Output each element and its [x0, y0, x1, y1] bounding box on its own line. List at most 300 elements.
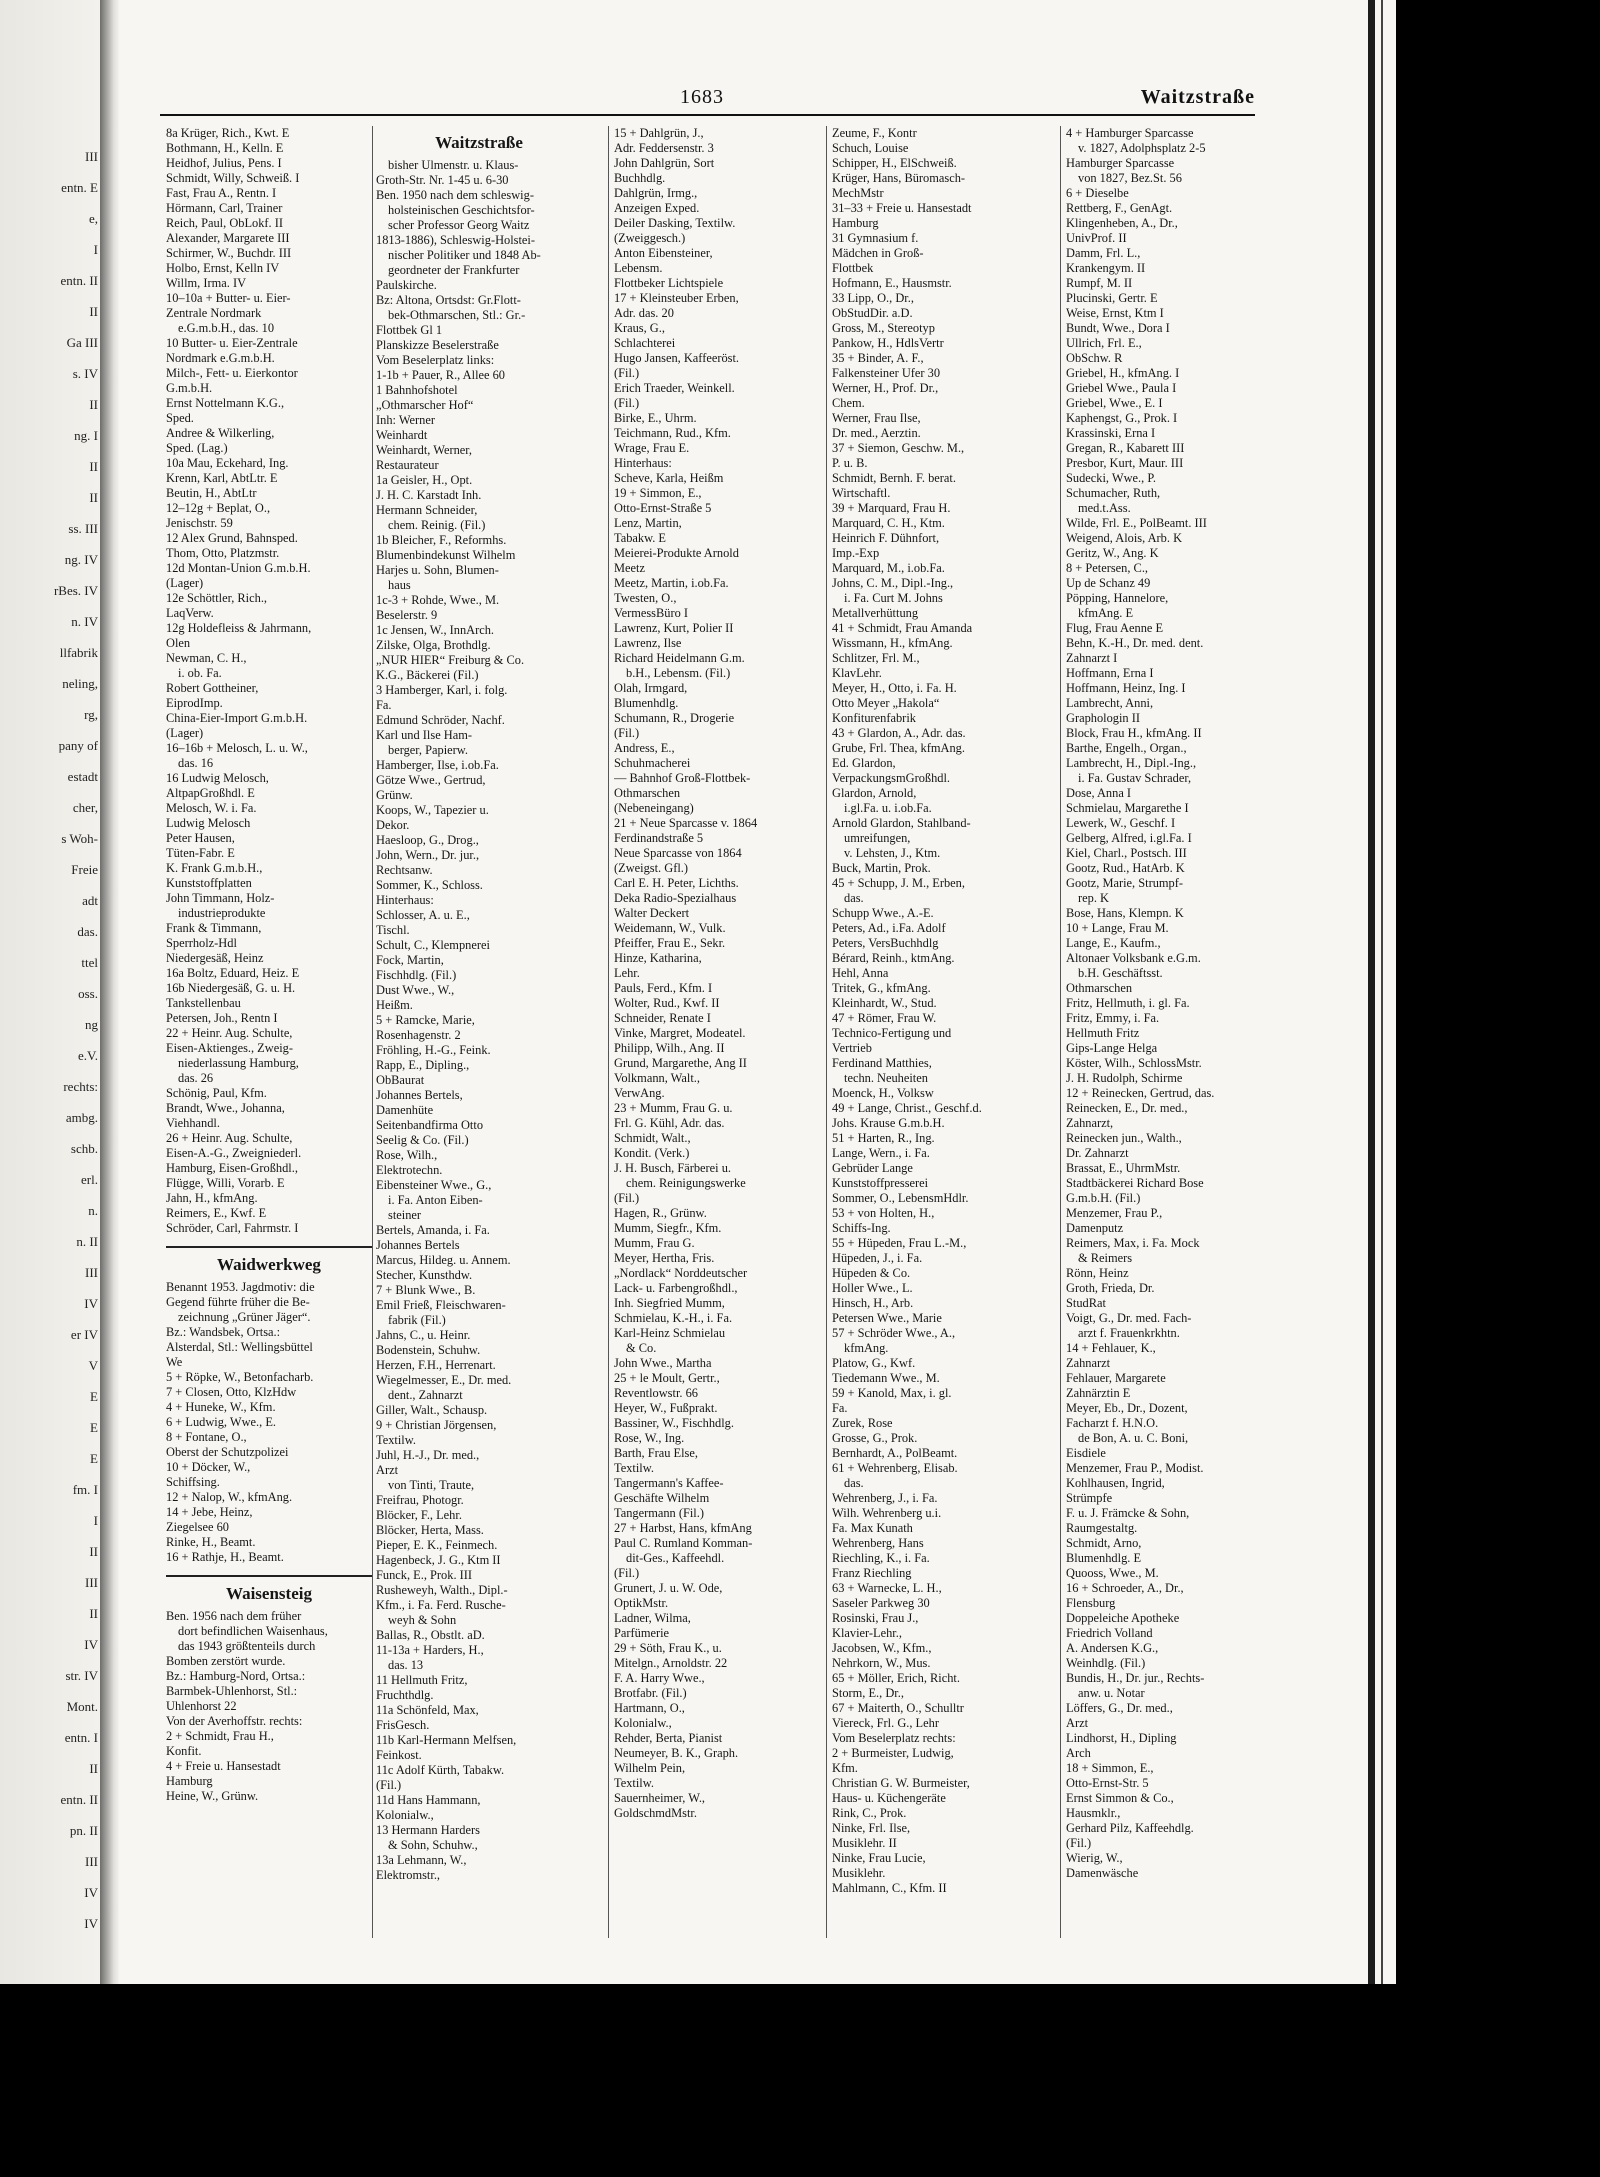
directory-entry: Stadtbäckerei Richard Bose	[1066, 1176, 1204, 1190]
directory-entry: Volkmann, Walt.,	[614, 1071, 700, 1085]
directory-entry: Reimers, Max, i. Fa. Mock	[1066, 1236, 1200, 1250]
directory-entry: Pöpping, Hannelore,	[1066, 591, 1169, 605]
directory-entry: Sped. (Lag.)	[166, 441, 228, 455]
directory-entry: Paulskirche.	[376, 278, 437, 292]
margin-fragment: IV	[84, 1885, 98, 1900]
directory-entry: Barmbek-Uhlenhorst, Stl.:	[166, 1684, 298, 1698]
margin-fragment: pn. II	[69, 1823, 98, 1838]
directory-entry: Voigt, G., Dr. med. Fach-	[1066, 1311, 1192, 1325]
directory-entry: Fritz, Hellmuth, i. gl. Fa.	[1066, 996, 1190, 1010]
directory-entry: Schuch, Louise	[832, 141, 909, 155]
directory-entry: Konfit.	[166, 1744, 202, 1758]
directory-entry: Meetz	[614, 561, 645, 575]
directory-entry: Scheve, Karla, Heißm	[614, 471, 724, 485]
margin-fragment: fm. I	[72, 1482, 98, 1497]
margin-fragment: E	[90, 1420, 98, 1435]
directory-entry: Heißm.	[376, 998, 413, 1012]
directory-entry: Rose, Wilh.,	[376, 1148, 438, 1162]
directory-entry: Birke, E., Uhrm.	[614, 411, 697, 425]
margin-fragment: rechts:	[63, 1079, 98, 1094]
directory-entry: 5 + Röpke, W., Betonfacharb.	[166, 1370, 314, 1384]
directory-entry: Eisen-A.-G., Zweigniederl.	[166, 1146, 302, 1160]
directory-entry: Musiklehr. II	[832, 1836, 897, 1850]
directory-entry: von Tinti, Traute,	[388, 1478, 475, 1492]
directory-entry: Lawrenz, Kurt, Polier II	[614, 621, 734, 635]
directory-entry: Rönn, Heinz	[1066, 1266, 1129, 1280]
directory-entry: Presbor, Kurt, Maur. III	[1066, 456, 1184, 470]
directory-entry: (Zweigst. Gfl.)	[614, 861, 688, 875]
directory-entry: Hüpeden, J., i. Fa.	[832, 1251, 923, 1265]
directory-entry: Sperrholz-Hdl	[166, 936, 237, 950]
directory-entry: Ernst Simmon & Co.,	[1066, 1791, 1174, 1805]
directory-entry: Löffers, G., Dr. med.,	[1066, 1701, 1173, 1715]
directory-entry: Restaurateur	[376, 458, 439, 472]
directory-entry: 63 + Warnecke, L. H.,	[832, 1581, 942, 1595]
directory-entry: Walter Deckert	[614, 906, 690, 920]
directory-entry: Erich Traeder, Weinkell.	[614, 381, 735, 395]
directory-entry: Marcus, Hildeg. u. Annem.	[376, 1253, 511, 1267]
directory-entry: 1b Bleicher, F., Reformhs.	[376, 533, 507, 547]
directory-entry: 12 + Nalop, W., kfmAng.	[166, 1490, 293, 1504]
directory-entry: Flug, Frau Aenne E	[1066, 621, 1164, 635]
directory-entry: Saseler Parkweg 30	[832, 1596, 930, 1610]
margin-fragment: V	[88, 1358, 98, 1373]
directory-entry: Von der Averhoffstr. rechts:	[166, 1714, 303, 1728]
directory-entry: Anzeigen Exped.	[614, 201, 700, 215]
directory-entry: Adr. Feddersenstr. 3	[614, 141, 714, 155]
directory-entry: Heine, W., Grünw.	[166, 1789, 259, 1803]
directory-entry: Kunststoffpresserei	[832, 1176, 929, 1190]
directory-entry: Gerhard Pilz, Kaffeehdlg.	[1066, 1821, 1194, 1835]
directory-entry: Dekor.	[376, 818, 410, 832]
directory-entry: K.G., Bäckerei (Fil.)	[376, 668, 479, 682]
directory-entry: Heyer, W., Fußprakt.	[614, 1401, 718, 1415]
directory-entry: Schröder, Carl, Fahrmstr. I	[166, 1221, 299, 1235]
margin-fragment: erl.	[81, 1172, 98, 1187]
directory-entry: 31 Gymnasium f.	[832, 231, 919, 245]
directory-entry: Philipp, Wilh., Ang. II	[614, 1041, 725, 1055]
directory-entry: Wehrenberg, J., i. Fa.	[832, 1491, 938, 1505]
directory-entry: Inh: Werner	[376, 413, 435, 427]
directory-entry: Christian G. W. Burmeister,	[832, 1776, 970, 1790]
directory-entry: Krüger, Hans, Büromasch-	[832, 171, 966, 185]
directory-entry: Kaphengst, G., Prok. I	[1066, 411, 1178, 425]
directory-entry: Pfeiffer, Frau E., Sekr.	[614, 936, 726, 950]
directory-entry: Dr. Zahnarzt	[1066, 1146, 1129, 1160]
directory-entry: Meierei-Produkte Arnold	[614, 546, 739, 560]
directory-entry: 16a Boltz, Eduard, Heiz. E	[166, 966, 300, 980]
directory-entry: Herzen, F.H., Herrenart.	[376, 1358, 496, 1372]
directory-entry: i.gl.Fa. u. i.ob.Fa.	[844, 801, 932, 815]
directory-entry: Funck, E., Prok. III	[376, 1568, 473, 1582]
directory-entry: 7 + Blunk Wwe., B.	[376, 1283, 476, 1297]
directory-entry: Meyer, H., Otto, i. Fa. H.	[832, 681, 957, 695]
directory-entry: Weinhdlg. (Fil.)	[1066, 1656, 1146, 1670]
directory-entry: Schmidt, Walt.,	[614, 1131, 691, 1145]
directory-entry: Jahn, H., kfmAng.	[166, 1191, 258, 1205]
directory-entry: Rehder, Berta, Pianist	[614, 1731, 723, 1745]
directory-entry: LaqVerw.	[166, 606, 214, 620]
directory-entry: ObBaurat	[376, 1073, 425, 1087]
directory-entry: 11c Adolf Kürth, Tabakw.	[376, 1763, 505, 1777]
directory-entry: Wissmann, H., kfmAng.	[832, 636, 953, 650]
directory-entry: Zahnarzt I	[1066, 651, 1118, 665]
directory-entry: Schlitzer, Frl. M.,	[832, 651, 920, 665]
margin-fragment: Ga III	[66, 335, 98, 350]
directory-entry: Schirmer, W., Buchdr. III	[166, 246, 292, 260]
directory-entry: Hinsch, H., Arb.	[832, 1296, 914, 1310]
directory-entry: Hörmann, Carl, Trainer	[166, 201, 283, 215]
directory-entry: Brassat, E., UhrmMstr.	[1066, 1161, 1181, 1175]
directory-entry: Hofmann, E., Hausmstr.	[832, 276, 952, 290]
directory-entry: Vom Beselerplatz rechts:	[832, 1731, 956, 1745]
directory-entry: Fock, Martin,	[376, 953, 444, 967]
directory-entry: Rettberg, F., GenAgt.	[1066, 201, 1173, 215]
directory-entry: 22 + Heinr. Aug. Schulte,	[166, 1026, 293, 1040]
directory-entry: 10 + Lange, Frau M.	[1066, 921, 1169, 935]
directory-entry: 25 + le Moult, Gertr.,	[614, 1371, 720, 1385]
directory-entry: VerpackungsmGroßhdl.	[832, 771, 951, 785]
directory-entry: Melosch, W. i. Fa.	[166, 801, 257, 815]
directory-entry: Karl und Ilse Ham-	[376, 728, 472, 742]
directory-entry: Rumpf, M. II	[1066, 276, 1133, 290]
page-header	[120, 86, 1255, 108]
column-divider	[826, 126, 827, 1938]
directory-entry: GoldschmdMstr.	[614, 1806, 697, 1820]
directory-entry: 12 + Reinecken, Gertrud, das.	[1066, 1086, 1215, 1100]
directory-entry: Twesten, O.,	[614, 591, 677, 605]
directory-entry: e.G.m.b.H., das. 10	[178, 321, 275, 335]
directory-entry: Ben. 1956 nach dem früher	[166, 1609, 302, 1623]
directory-entry: Paul C. Rumland Komman-	[614, 1536, 753, 1550]
directory-entry: Rinke, H., Beamt.	[166, 1535, 256, 1549]
directory-entry: Reimers, E., Kwf. E	[166, 1206, 267, 1220]
scan-background	[1396, 0, 1600, 2177]
directory-entry: „Nordlack“ Norddeutscher	[614, 1266, 748, 1280]
directory-entry: Rose, W., Ing.	[614, 1431, 685, 1445]
directory-entry: v. Lehsten, J., Ktm.	[844, 846, 941, 860]
directory-entry: Wolter, Rud., Kwf. II	[614, 996, 720, 1010]
directory-entry: Newman, C. H.,	[166, 651, 247, 665]
directory-entry: Freifrau, Photogr.	[376, 1493, 464, 1507]
directory-entry: (Fil.)	[614, 726, 640, 740]
directory-entry: Mahlmann, C., Kfm. II	[832, 1881, 947, 1895]
directory-entry: Wilh. Wehrenberg u.i.	[832, 1506, 942, 1520]
directory-entry: Otto-Ernst-Str. 5	[1066, 1776, 1149, 1790]
directory-entry: Ballas, R., Obstlt. aD.	[376, 1628, 485, 1642]
directory-entry: Schult, C., Klempnerei	[376, 938, 490, 952]
directory-entry: Gregan, R., Kabarett III	[1066, 441, 1185, 455]
directory-entry: Arzt	[1066, 1716, 1089, 1730]
directory-entry: 33 Lipp, O., Dr.,	[832, 291, 914, 305]
directory-entry: Elektromstr.,	[376, 1868, 441, 1882]
directory-entry: Hartmann, O.,	[614, 1701, 685, 1715]
directory-entry: Schmielau, K.-H., i. Fa.	[614, 1311, 733, 1325]
directory-entry: Hüpeden & Co.	[832, 1266, 911, 1280]
directory-entry: 21 + Neue Sparcasse v. 1864	[614, 816, 758, 830]
directory-entry: Zilske, Olga, Brothdlg.	[376, 638, 491, 652]
directory-entry: zeichnung „Grüner Jäger“.	[178, 1310, 311, 1324]
directory-entry: Hamberger, Ilse, i.ob.Fa.	[376, 758, 499, 772]
directory-entry: Moenck, H., Volksw	[832, 1086, 934, 1100]
directory-entry: Schiffs-Ing.	[832, 1221, 891, 1235]
directory-entry: 2 + Schmidt, Frau H.,	[166, 1729, 274, 1743]
margin-fragment: II	[89, 1544, 98, 1559]
directory-entry: VerwAng.	[614, 1086, 665, 1100]
directory-entry: Vertrieb	[832, 1041, 872, 1055]
directory-entry: Kondit. (Verk.)	[614, 1146, 690, 1160]
margin-fragment: III	[85, 149, 98, 164]
directory-entry: Koops, W., Tapezier u.	[376, 803, 489, 817]
directory-entry: steiner	[388, 1208, 422, 1222]
directory-entry: Lewerk, W., Geschf. I	[1066, 816, 1176, 830]
directory-entry: Ninke, Frl. Ilse,	[832, 1821, 911, 1835]
directory-entry: 1 Bahnhofshotel	[376, 383, 458, 397]
directory-entry: 35 + Binder, A. F.,	[832, 351, 924, 365]
directory-entry: Platow, G., Kwf.	[832, 1356, 916, 1370]
directory-entry: (Fil.)	[614, 366, 640, 380]
directory-entry: v. 1827, Adolphsplatz 2-5	[1078, 141, 1206, 155]
directory-entry: Damm, Frl. L.,	[1066, 246, 1141, 260]
directory-entry: Weise, Ernst, Ktm I	[1066, 306, 1164, 320]
margin-fragment: E	[90, 1389, 98, 1404]
directory-entry: Mumm, Siegfr., Kfm.	[614, 1221, 722, 1235]
directory-entry: John Dahlgrün, Sort	[614, 156, 715, 170]
directory-entry: Otto-Ernst-Straße 5	[614, 501, 712, 515]
margin-fragment: II	[89, 490, 98, 505]
directory-entry: K. Frank G.m.b.H.,	[166, 861, 263, 875]
directory-entry: 16 + Schroeder, A., Dr.,	[1066, 1581, 1184, 1595]
directory-entry: F. u. J. Främcke & Sohn,	[1066, 1506, 1190, 1520]
directory-entry: Zahnarzt,	[1066, 1116, 1114, 1130]
directory-entry: kfmAng.	[844, 1341, 889, 1355]
directory-entry: Gelberg, Alfred, i.gl.Fa. I	[1066, 831, 1192, 845]
directory-entry: Chem.	[832, 396, 865, 410]
directory-entry: von 1827, Bez.St. 56	[1078, 171, 1182, 185]
directory-entry: chem. Reinigungswerke	[626, 1176, 746, 1190]
directory-entry: Jahns, C., u. Heinr.	[376, 1328, 471, 1342]
directory-entry: Textilw.	[376, 1433, 416, 1447]
directory-entry: Hamburger Sparcasse	[1066, 156, 1175, 170]
directory-entry: 1813-1886), Schleswig-Holstei-	[376, 233, 535, 247]
directory-entry: Hagen, R., Grünw.	[614, 1206, 707, 1220]
directory-entry: Bomben zerstört wurde.	[166, 1654, 286, 1668]
directory-entry: Jacobsen, W., Kfm.,	[832, 1641, 932, 1655]
margin-fragment: oss.	[78, 986, 98, 1001]
directory-entry: Schmielau, Margarethe I	[1066, 801, 1189, 815]
directory-entry: Peters, VersBuchhdlg	[832, 936, 939, 950]
directory-entry: ObSchw. R	[1066, 351, 1123, 365]
directory-entry: Lambrecht, Anni,	[1066, 696, 1154, 710]
directory-entry: 31–33 + Freie u. Hansestadt	[832, 201, 972, 215]
directory-entry: Flottbek Gl 1	[376, 323, 443, 337]
directory-entry: Textilw.	[614, 1776, 654, 1790]
directory-entry: Weidemann, W., Vulk.	[614, 921, 726, 935]
directory-entry: 10 Butter- u. Eier-Zentrale	[166, 336, 298, 350]
directory-entry: Geritz, W., Ang. K	[1066, 546, 1159, 560]
margin-fragment: s Woh-	[61, 831, 98, 846]
directory-entry: Zahnärztin E	[1066, 1386, 1131, 1400]
directory-entry: Schlachterei	[614, 336, 676, 350]
directory-entry: 12–12g + Beplat, O.,	[166, 501, 271, 515]
directory-entry: 10–10a + Butter- u. Eier-	[166, 291, 291, 305]
directory-entry: Edmund Schröder, Nachf.	[376, 713, 505, 727]
page-edge-bar	[1368, 0, 1375, 1984]
directory-entry: Viereck, Frl. G., Lehr	[832, 1716, 939, 1730]
directory-entry: Schneider, Renate I	[614, 1011, 711, 1025]
directory-entry: Wierig, W.,	[1066, 1851, 1123, 1865]
directory-column-4	[832, 126, 1038, 1896]
directory-entry: Johannes Bertels,	[376, 1088, 463, 1102]
directory-entry: 2 + Burmeister, Ludwig,	[832, 1746, 954, 1760]
directory-entry: Andree & Wilkerling,	[166, 426, 275, 440]
directory-entry: dit-Ges., Kaffeehdl.	[626, 1551, 725, 1565]
directory-entry: Blöcker, Herta, Mass.	[376, 1523, 484, 1537]
directory-entry: 10 + Döcker, W.,	[166, 1460, 251, 1474]
directory-entry: Niedergesäß, Heinz	[166, 951, 264, 965]
directory-entry: bisher Ulmenstr. u. Klaus-	[388, 158, 519, 172]
directory-entry: Hamburg	[832, 216, 879, 230]
directory-entry: 55 + Hüpeden, Frau L.-M.,	[832, 1236, 967, 1250]
directory-entry: Fischhdlg. (Fil.)	[376, 968, 457, 982]
directory-entry: Karl-Heinz Schmielau	[614, 1326, 726, 1340]
directory-entry: Bose, Hans, Klempn. K	[1066, 906, 1184, 920]
directory-entry: Wiegelmesser, E., Dr. med.	[376, 1373, 512, 1387]
directory-entry: Strümpfe	[1066, 1491, 1113, 1505]
directory-entry: Meyer, Hertha, Fris.	[614, 1251, 715, 1265]
directory-entry: Ullrich, Frl. E.,	[1066, 336, 1142, 350]
directory-column-5	[1066, 126, 1256, 1881]
directory-entry: Peters, Ad., i.Fa. Adolf	[832, 921, 946, 935]
margin-fragment: I	[93, 242, 98, 257]
directory-entry: Kleinhardt, W., Stud.	[832, 996, 937, 1010]
directory-entry: Hoffmann, Erna I	[1066, 666, 1154, 680]
directory-entry: EiprodImp.	[166, 696, 223, 710]
margin-fragment: n. II	[76, 1234, 98, 1249]
directory-entry: Lenz, Martin,	[614, 516, 682, 530]
margin-fragment: entn. II	[60, 273, 98, 288]
directory-entry: MechMstr	[832, 186, 884, 200]
column-divider	[608, 126, 609, 1938]
directory-entry: (Fil.)	[614, 1566, 640, 1580]
directory-entry: 4 + Freie u. Hansestadt	[166, 1759, 281, 1773]
margin-fragment: I	[93, 1513, 98, 1528]
directory-entry: Fritz, Emmy, i. Fa.	[1066, 1011, 1160, 1025]
margin-fragment: er IV	[70, 1327, 98, 1342]
directory-entry: Mumm, Frau G.	[614, 1236, 695, 1250]
directory-entry: Harjes u. Sohn, Blumen-	[376, 563, 499, 577]
directory-entry: Werner, H., Prof. Dr.,	[832, 381, 939, 395]
directory-entry: Tüten-Fabr. E	[166, 846, 235, 860]
directory-entry: Reinecken jun., Walth.,	[1066, 1131, 1182, 1145]
directory-entry: 13 Hermann Harders	[376, 1823, 480, 1837]
directory-entry: Bothmann, H., Kelln. E	[166, 141, 284, 155]
directory-entry: Gegend führte früher die Be-	[166, 1295, 310, 1309]
margin-fragment: III	[85, 1575, 98, 1590]
directory-entry: Hinze, Katharina,	[614, 951, 702, 965]
directory-entry: 1-1b + Pauer, R., Allee 60	[376, 368, 505, 382]
margin-fragment: II	[89, 1606, 98, 1621]
directory-entry: Flensburg	[1066, 1596, 1116, 1610]
directory-entry: Ziegelsee 60	[166, 1520, 229, 1534]
directory-entry: das.	[844, 891, 864, 905]
directory-entry: Köster, Wilh., SchlossMstr.	[1066, 1056, 1202, 1070]
directory-entry: scher Professor Georg Waitz	[388, 218, 530, 232]
directory-entry: Brandt, Wwe., Johanna,	[166, 1101, 285, 1115]
directory-entry: Kolonialw.,	[614, 1716, 672, 1730]
margin-fragment: schb.	[70, 1141, 98, 1156]
directory-entry: Grosse, G., Prok.	[832, 1431, 918, 1445]
directory-entry: Rosinski, Frau J.,	[832, 1611, 919, 1625]
directory-entry: 6 + Ludwig, Wwe., E.	[166, 1415, 276, 1429]
directory-entry: 16b Niedergesäß, G. u. H.	[166, 981, 296, 995]
directory-entry: Schumann, R., Drogerie	[614, 711, 735, 725]
directory-entry: Sudecki, Wwe., P.	[1066, 471, 1156, 485]
directory-entry: 26 + Heinr. Aug. Schulte,	[166, 1131, 293, 1145]
directory-entry: Friedrich Volland	[1066, 1626, 1153, 1640]
directory-entry: holsteinischen Geschichtsfor-	[388, 203, 535, 217]
margin-fragment: II	[89, 459, 98, 474]
directory-entry: Hoffmann, Heinz, Ing. I	[1066, 681, 1186, 695]
directory-entry: Brotfabr. (Fil.)	[614, 1686, 687, 1700]
directory-entry: Dose, Anna I	[1066, 786, 1132, 800]
directory-entry: Weinhardt	[376, 428, 428, 442]
street-heading: Waitzstraße	[435, 133, 523, 152]
margin-fragment: ng. I	[74, 428, 98, 443]
directory-entry: Willm, Irma. IV	[166, 276, 247, 290]
directory-entry: Gips-Lange Helga	[1066, 1041, 1158, 1055]
directory-entry: i. Fa. Curt M. Johns	[844, 591, 943, 605]
directory-entry: Neue Sparcasse von 1864	[614, 846, 742, 860]
directory-entry: 4 + Hamburger Sparcasse	[1066, 126, 1194, 140]
directory-entry: Flottbeker Lichtspiele	[614, 276, 724, 290]
directory-entry: UnivProf. II	[1066, 231, 1127, 245]
directory-entry: Eibensteiner Wwe., G.,	[376, 1178, 492, 1192]
directory-entry: China-Eier-Import G.m.b.H.	[166, 711, 308, 725]
directory-entry: Petersen, Joh., Rentn I	[166, 1011, 278, 1025]
margin-fragment: str. IV	[65, 1668, 98, 1683]
directory-entry: 51 + Harten, R., Ing.	[832, 1131, 935, 1145]
directory-entry: Peter Hausen,	[166, 831, 235, 845]
directory-entry: 15 + Dahlgrün, J.,	[614, 126, 704, 140]
directory-entry: Facharzt f. H.N.O.	[1066, 1416, 1159, 1430]
directory-entry: Tabakw. E	[614, 531, 666, 545]
directory-entry: 14 + Fehlauer, K.,	[1066, 1341, 1156, 1355]
directory-entry: umreifungen,	[844, 831, 911, 845]
directory-entry: Krankengym. II	[1066, 261, 1146, 275]
directory-entry: 4 + Huneke, W., Kfm.	[166, 1400, 276, 1414]
margin-fragment: IV	[84, 1916, 98, 1931]
directory-entry: Textilw.	[614, 1461, 654, 1475]
directory-entry: Werner, Frau Ilse,	[832, 411, 921, 425]
directory-entry: i. Fa. Anton Eiben-	[388, 1193, 483, 1207]
directory-entry: Raumgestaltg.	[1066, 1521, 1138, 1535]
directory-entry: Rapp, E., Dipling.,	[376, 1058, 470, 1072]
directory-entry: i. Fa. Gustav Schrader,	[1078, 771, 1192, 785]
directory-entry: Olen	[166, 636, 191, 650]
directory-entry: Damenhüte	[376, 1103, 434, 1117]
directory-entry: Othmarschen	[1066, 981, 1133, 995]
directory-entry: Tritek, G., kfmAng.	[832, 981, 931, 995]
directory-entry: Rusheweyh, Walth., Dipl.-	[376, 1583, 508, 1597]
margin-fragment: rBes. IV	[53, 583, 98, 598]
directory-entry: Buck, Martin, Prok.	[832, 861, 931, 875]
directory-entry: Elektrotechn.	[376, 1163, 443, 1177]
directory-entry: Götze Wwe., Gertrud,	[376, 773, 486, 787]
directory-entry: Imp.-Exp	[832, 546, 880, 560]
directory-entry: Ninke, Frau Lucie,	[832, 1851, 926, 1865]
directory-entry: Bz: Altona, Ortsdst: Gr.Flott-	[376, 293, 521, 307]
